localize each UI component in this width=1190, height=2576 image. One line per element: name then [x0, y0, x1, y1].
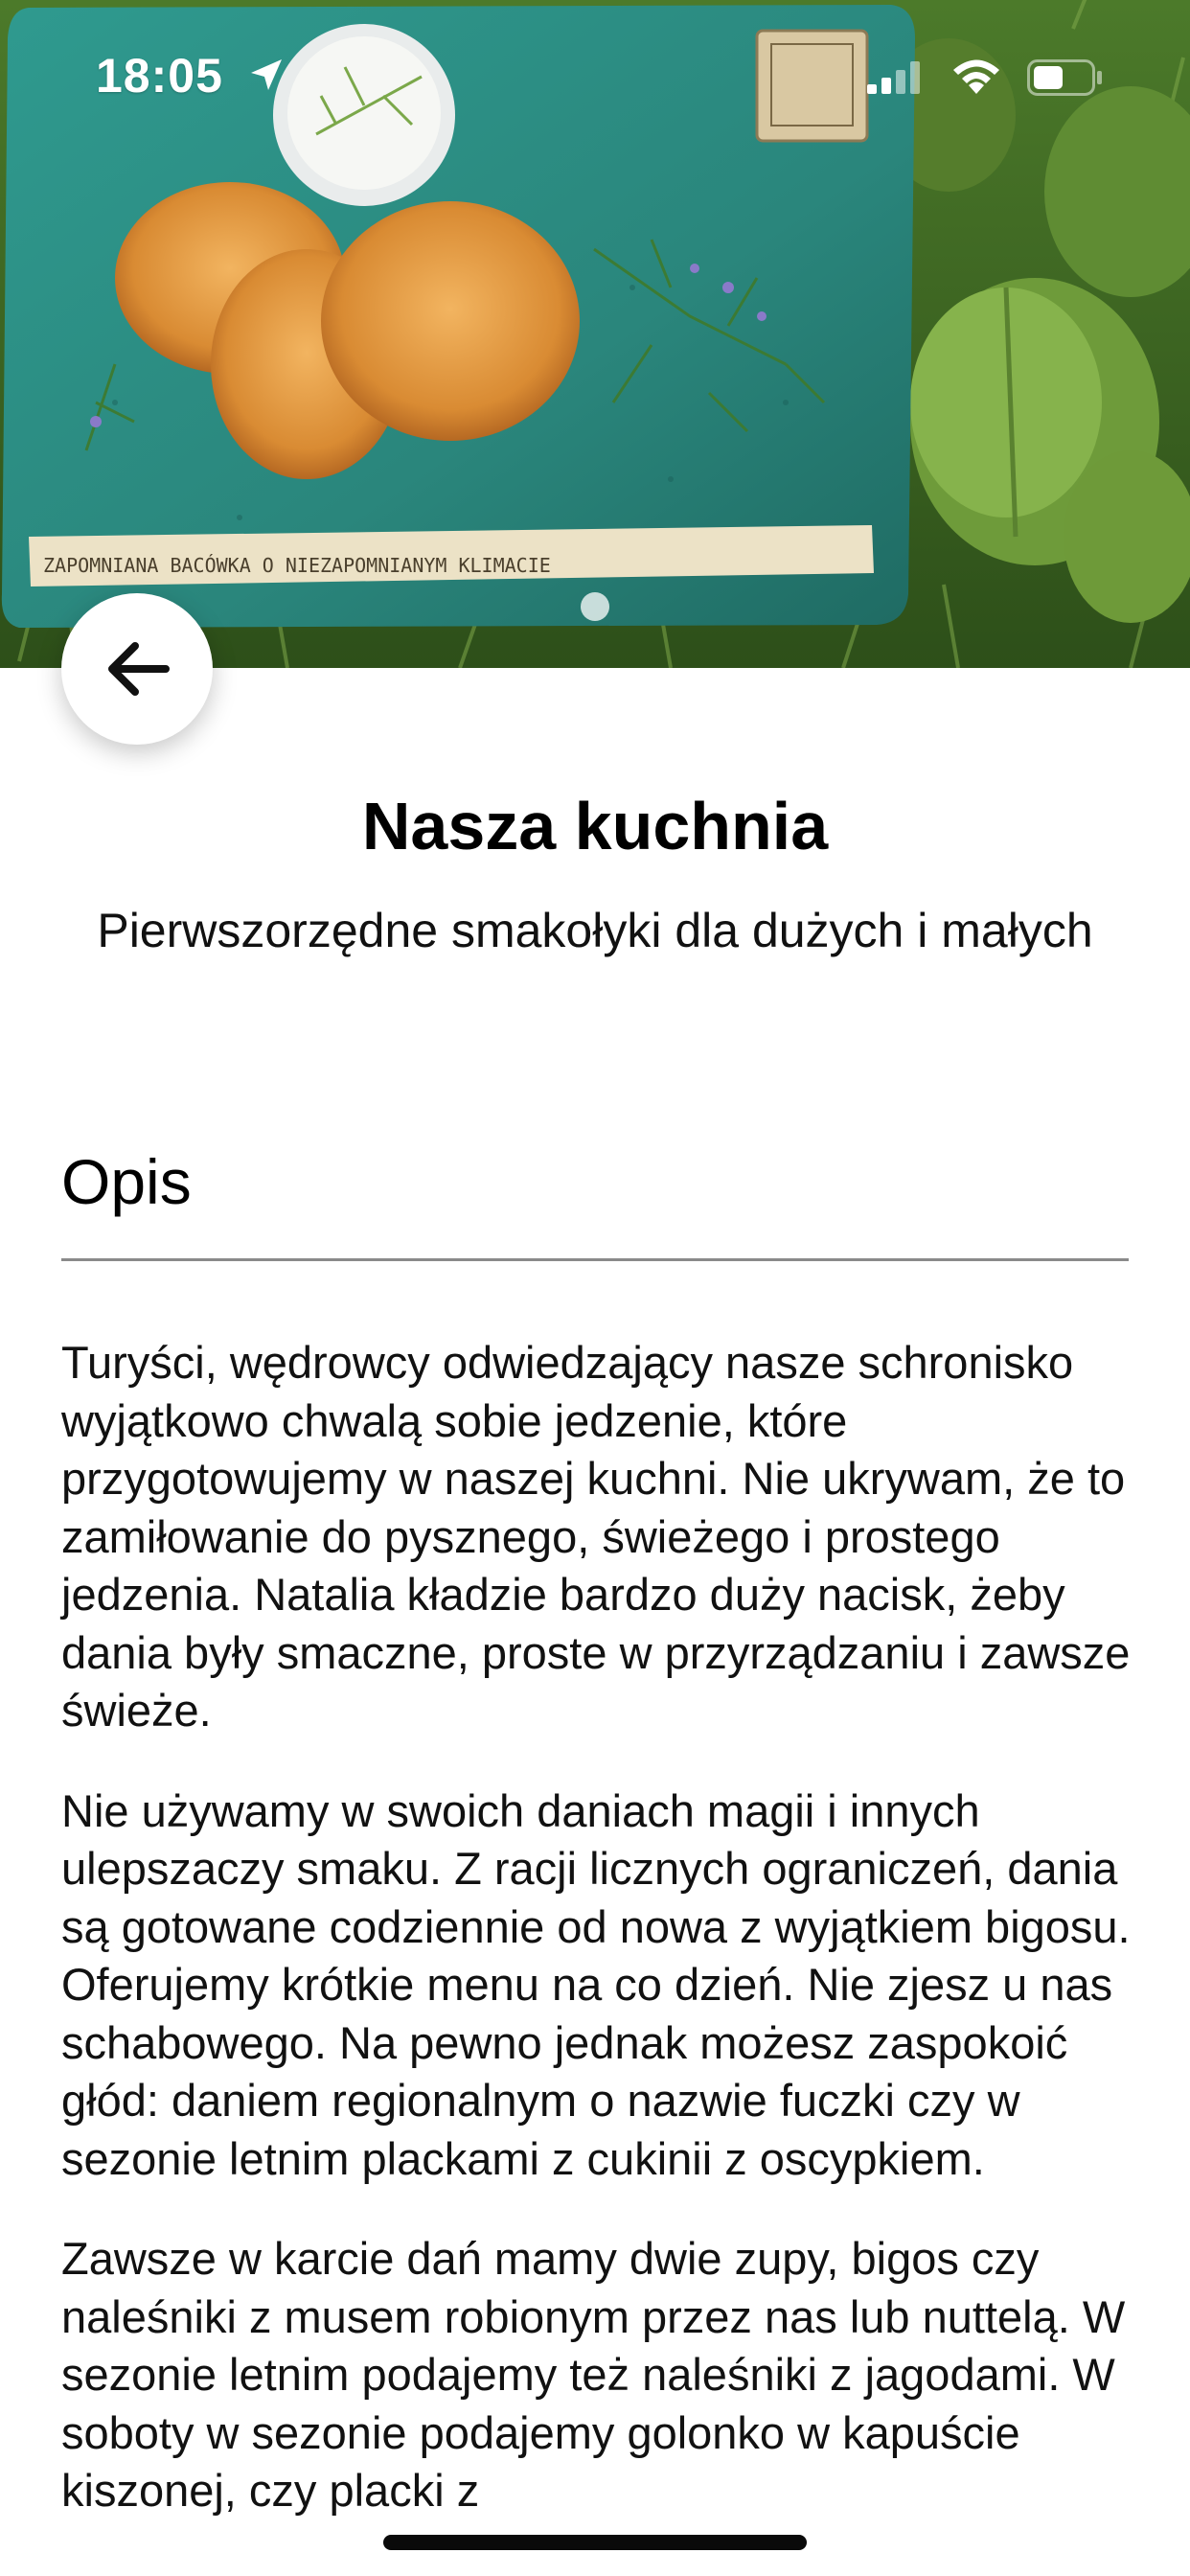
description-body: [61, 1334, 1144, 2563]
description-paragraph: Zawsze w karcie dań mamy dwie zupy, bigos czy naleśniki z musem robionym przez nas lub nuttelą. W sezonie letnim podajemy też naleśniki z jagodami. W soboty w sezonie podajemy golonko w kapuście kiszonej, czy placki z: [61, 2233, 1126, 2516]
page-dot-active[interactable]: [581, 592, 609, 621]
back-button[interactable]: [61, 593, 213, 745]
page-title: Nasza kuchnia: [361, 789, 829, 863]
status-bar: [0, 0, 1190, 144]
battery-icon: [1027, 59, 1104, 96]
home-indicator[interactable]: [383, 2535, 807, 2550]
description-paragraph: Turyści, wędrowcy odwiedzający nasze schronisko wyjątkowo chwalą sobie jedzenie, które przygotowujemy w naszej kuchni. Nie ukrywam, że to zamiłowanie do pysznego, świeżego i prostego jedzenia. Natalia kładzie bardzo duży nacisk, żeby dania były smaczne, proste w przyrządzaniu i zawsze świeże.: [61, 1337, 1131, 1736]
location-arrow-icon: [247, 56, 286, 94]
status-time: 18:05: [96, 49, 223, 103]
arrow-left-icon: [103, 638, 172, 700]
page-subtitle: Pierwszorzędne smakołyki dla dużych i małych: [97, 904, 1093, 957]
cellular-signal-icon: [867, 61, 921, 94]
section-heading: Opis: [61, 1146, 192, 1217]
description-paragraph: Nie używamy w swoich daniach magii i innych ulepszaczy smaku. Z racji licznych ograniczeń, dania są gotowane codziennie od nowa z wyjątkiem bigosu. Oferujemy krótkie menu na co dzień. Nie zjesz u nas schabowego. Na pewno jednak możesz zaspokoić głód: daniem regionalnym o nazwie fuczki czy w sezonie letnim plackami z cukinii z oscypkiem.: [61, 1784, 1131, 2184]
plate-inscription: ZAPOMNIANA BACÓWKA O NIEZAPOMNIANYM KLIMACIE: [43, 554, 551, 577]
section-divider: [61, 1258, 1129, 1261]
wifi-icon: [949, 58, 1004, 96]
